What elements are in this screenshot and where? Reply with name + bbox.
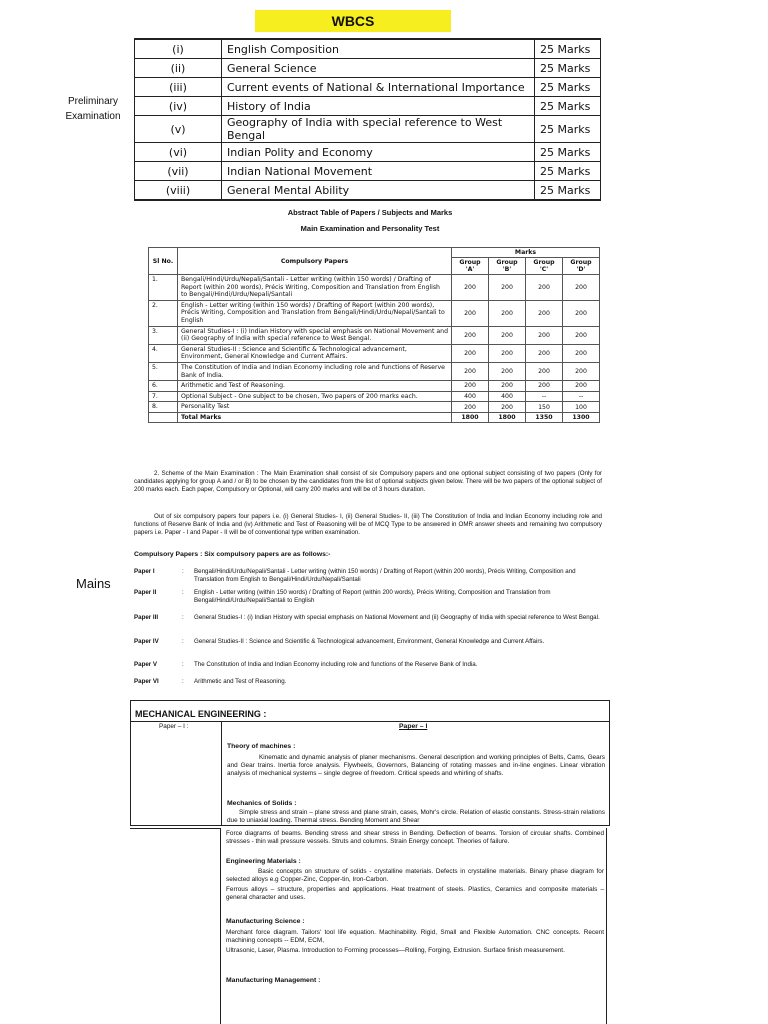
group-a-cell: 200 bbox=[452, 381, 489, 392]
paper-colon: : bbox=[182, 661, 184, 668]
paper-cell: Personality Test bbox=[178, 402, 452, 413]
sl-cell: 8. bbox=[149, 402, 178, 413]
preliminary-marks: 25 Marks bbox=[535, 59, 601, 78]
preliminary-number: (v) bbox=[135, 116, 222, 143]
abstract-row bbox=[149, 275, 600, 301]
sl-cell: 6. bbox=[149, 381, 178, 392]
abstract-row bbox=[149, 362, 600, 380]
group-a-cell: 200 bbox=[452, 344, 489, 362]
group-a-header: Group 'A' bbox=[452, 258, 489, 275]
paper-cell: Arithmetic and Test of Reasoning. bbox=[178, 381, 452, 392]
abstract-total-row bbox=[149, 412, 600, 422]
preliminary-subject: Indian National Movement bbox=[222, 162, 535, 181]
paper-colon: : bbox=[182, 614, 184, 621]
paper-text: Bengali/Hindi/Urdu/Nepali/Santali - Letter writing (within 150 words) / Drafting of Report (within 200 words), Précis Writing, Composition and Translation from English to Bengali/Hindi/Urdu/Nepali/Santali bbox=[194, 568, 576, 584]
paper-cell: General Studies-I : (i) Indian History with special emphasis on National Movement and (ii) Geography of India with special reference to West Bengal. bbox=[178, 326, 452, 344]
sl-cell bbox=[149, 412, 178, 422]
preliminary-marks: 25 Marks bbox=[535, 143, 601, 162]
mains-label: Mains bbox=[76, 576, 111, 591]
mechanical-title: MECHANICAL ENGINEERING : bbox=[135, 709, 267, 719]
mgmt-heading: Manufacturing Management : bbox=[226, 977, 321, 984]
group-d-cell: 100 bbox=[563, 402, 600, 413]
group-b-cell: 200 bbox=[489, 300, 526, 326]
group-b-cell: 200 bbox=[489, 381, 526, 392]
preliminary-row bbox=[135, 143, 601, 162]
sl-cell: 5. bbox=[149, 362, 178, 380]
group-c-header: Group 'C' bbox=[526, 258, 563, 275]
sl-cell: 4. bbox=[149, 344, 178, 362]
group-b-cell: 200 bbox=[489, 275, 526, 301]
total-c: 1350 bbox=[526, 412, 563, 422]
compulsory-paper-row bbox=[134, 678, 604, 686]
mfg-heading: Manufacturing Science : bbox=[226, 918, 305, 925]
solids-text: Simple stress and strain – plane stress and plane strain, cases, Mohr's circle. Relation of elastic constants. Stress-strain relations due to uniaxial loading. Thermal stress. Bending Moment and Shear bbox=[227, 809, 605, 824]
preliminary-label: Preliminary Examination bbox=[65, 96, 121, 122]
theory-text: Kinematic and dynamic analysis of planer mechanisms. General description and working principles of Belts, Cams, Gears and Gear trains. Inertia force analysis. Flywheels, Governors, Balancing of rotating masses and in-line engines. Linear vibration analysis of mechanical systems – single degree of freedom. Critical speeds and whirling of shafts. bbox=[227, 754, 605, 777]
compulsory-paper-row bbox=[134, 638, 604, 646]
abstract-row bbox=[149, 300, 600, 326]
preliminary-number: (vi) bbox=[135, 143, 222, 162]
paper-center-label: Paper – I bbox=[399, 723, 428, 730]
preliminary-marks: 25 Marks bbox=[535, 181, 601, 201]
preliminary-marks: 25 Marks bbox=[535, 39, 601, 59]
sl-cell: 1. bbox=[149, 275, 178, 301]
paper-cell: Bengali/Hindi/Urdu/Nepali/Santali - Letter writing (within 150 words) / Drafting of Report (within 200 words), Précis Writing, Composition and Translation from English to Bengali/Hindi/Urdu/Nepali/Santali bbox=[178, 275, 452, 301]
paper-key: Paper I bbox=[134, 568, 155, 575]
group-c-cell: 200 bbox=[526, 275, 563, 301]
preliminary-row bbox=[135, 97, 601, 116]
mfg-text-2: Ultrasonic, Laser, Plasma. Introduction to Forming processes—Rolling, Forging, Extrusion. Surface finish measurement. bbox=[226, 947, 565, 954]
group-d-cell: 200 bbox=[563, 300, 600, 326]
preliminary-number: (vii) bbox=[135, 162, 222, 181]
paper-cell: General Studies-II : Science and Scientific & Technological advancement, Environment, General Knowledge and Current Affairs. bbox=[178, 344, 452, 362]
preliminary-subject: General Mental Ability bbox=[222, 181, 535, 201]
total-d: 1300 bbox=[563, 412, 600, 422]
preliminary-marks: 25 Marks bbox=[535, 162, 601, 181]
abstract-row bbox=[149, 344, 600, 362]
paper-colon: : bbox=[182, 589, 184, 596]
group-c-cell: -- bbox=[526, 391, 563, 402]
group-b-cell: 200 bbox=[489, 344, 526, 362]
abstract-table bbox=[148, 247, 600, 423]
compulsory-paper-row bbox=[134, 589, 604, 605]
preliminary-number: (i) bbox=[135, 39, 222, 59]
preliminary-row bbox=[135, 162, 601, 181]
paper-left-label: Paper – I : bbox=[159, 723, 189, 730]
abstract-subtitle: Main Examination and Personality Test bbox=[300, 224, 440, 233]
preliminary-marks: 25 Marks bbox=[535, 116, 601, 143]
group-d-cell: 200 bbox=[563, 362, 600, 380]
abstract-title: Abstract Table of Papers / Subjects and Marks bbox=[287, 208, 453, 217]
abstract-row bbox=[149, 402, 600, 413]
papers-header: Compulsory Papers bbox=[178, 248, 452, 275]
wbcs-banner: WBCS bbox=[255, 10, 451, 32]
group-c-cell: 200 bbox=[526, 381, 563, 392]
paper-cell: The Constitution of India and Indian Economy including role and functions of Reserve Bank of India. bbox=[178, 362, 452, 380]
compulsory-paper-row bbox=[134, 661, 604, 669]
preliminary-number: (iv) bbox=[135, 97, 222, 116]
materials-heading: Engineering Materials : bbox=[226, 858, 301, 865]
compulsory-paragraph: Out of six compulsory papers four papers i.e. (i) General Studies- I, (ii) General Studies- II, (iii) The Constitution of India and Indian Economy including role and functions of Reserve Bank of India and (iv) Arithmetic and Test of Reasoning will be of MCQ Type to be answered in OMR answer sheets and remaining two compulsory papers i.e. Paper - I and Paper - II will be of conventional type written examination. bbox=[134, 513, 602, 537]
group-d-cell: 200 bbox=[563, 381, 600, 392]
preliminary-subject: English Composition bbox=[222, 39, 535, 59]
compulsory-paper-row bbox=[134, 568, 604, 584]
group-d-cell: 200 bbox=[563, 275, 600, 301]
paper-colon: : bbox=[182, 638, 184, 645]
group-a-cell: 200 bbox=[452, 275, 489, 301]
preliminary-row bbox=[135, 181, 601, 201]
preliminary-row bbox=[135, 39, 601, 59]
group-c-cell: 200 bbox=[526, 362, 563, 380]
total-a: 1800 bbox=[452, 412, 489, 422]
preliminary-table bbox=[134, 38, 601, 201]
compulsory-heading: Compulsory Papers : Six compulsory papers are as follows:- bbox=[134, 551, 331, 558]
preliminary-subject: Geography of India with special reference to West Bengal bbox=[222, 116, 535, 143]
abstract-row bbox=[149, 391, 600, 402]
mechanical-section-part1 bbox=[130, 700, 610, 826]
compulsory-paper-row bbox=[134, 614, 604, 622]
paper-text: General Studies-I : (i) Indian History with special emphasis on National Movement and (ii) Geography of India with special reference to West Bengal. bbox=[194, 614, 600, 621]
group-d-cell: -- bbox=[563, 391, 600, 402]
preliminary-subject: Indian Polity and Economy bbox=[222, 143, 535, 162]
preliminary-marks: 25 Marks bbox=[535, 78, 601, 97]
preliminary-number: (iii) bbox=[135, 78, 222, 97]
preliminary-row bbox=[135, 59, 601, 78]
paper-text: Arithmetic and Test of Reasoning. bbox=[194, 678, 287, 685]
sl-cell: 3. bbox=[149, 326, 178, 344]
paper-key: Paper IV bbox=[134, 638, 159, 645]
total-label: Total Marks bbox=[178, 412, 452, 422]
preliminary-number: (viii) bbox=[135, 181, 222, 201]
paper-key: Paper III bbox=[134, 614, 159, 621]
group-c-cell: 150 bbox=[526, 402, 563, 413]
group-b-cell: 200 bbox=[489, 362, 526, 380]
mfg-text-1: Merchant force diagram. Tailors' tool life equation. Machinability. Rigid, Small and Flexible Automation. CNC concepts. Recent machining concepts -- EDM, ECM, bbox=[226, 929, 604, 944]
group-b-cell: 200 bbox=[489, 326, 526, 344]
group-a-cell: 400 bbox=[452, 391, 489, 402]
preliminary-number: (ii) bbox=[135, 59, 222, 78]
abstract-row bbox=[149, 381, 600, 392]
sl-header: Sl No. bbox=[149, 248, 178, 275]
paper-cell: English - Letter writing (within 150 words) / Drafting of Report (within 200 words), Précis Writing, Composition and Translation from Bengali/Hindi/Urdu/Nepali/Santali to English bbox=[178, 300, 452, 326]
group-c-cell: 200 bbox=[526, 326, 563, 344]
preliminary-row bbox=[135, 78, 601, 97]
preliminary-subject: Current events of National & International Importance bbox=[222, 78, 535, 97]
preliminary-marks: 25 Marks bbox=[535, 97, 601, 116]
marks-header: Marks bbox=[452, 248, 600, 258]
solids-heading: Mechanics of Solids : bbox=[227, 800, 297, 807]
group-a-cell: 200 bbox=[452, 300, 489, 326]
preliminary-subject: General Science bbox=[222, 59, 535, 78]
mechanical-section-part2 bbox=[130, 828, 608, 1024]
group-d-header: Group 'D' bbox=[563, 258, 600, 275]
paper-text: The Constitution of India and Indian Economy including role and functions of the Reserve Bank of India. bbox=[194, 661, 478, 668]
materials-text-2: Ferrous alloys – structure, properties and applications. Heat treatment of steels. Plastics, Ceramics and composite materials – general character and uses. bbox=[226, 886, 604, 901]
paper-text: General Studies-II : Science and Scientific & Technological advancement, Environment, General Knowledge and Current Affairs. bbox=[194, 638, 545, 645]
group-c-cell: 200 bbox=[526, 300, 563, 326]
paper-colon: : bbox=[182, 568, 184, 575]
group-b-cell: 400 bbox=[489, 391, 526, 402]
group-d-cell: 200 bbox=[563, 326, 600, 344]
sl-cell: 2. bbox=[149, 300, 178, 326]
preliminary-subject: History of India bbox=[222, 97, 535, 116]
group-b-cell: 200 bbox=[489, 402, 526, 413]
scheme-paragraph: 2. Scheme of the Main Examination : The Main Examination shall consist of six Compulsory papers and one optional subject consisting of two papers (Only for candidates applying for group A and / or B) to be chosen by the candidates from the list of optional subjects given below. There will be two papers of the optional subject of 200 marks each. Each paper, Compulsory or Optional, will carry 200 marks and will be of 3 hours duration. bbox=[134, 470, 602, 494]
group-a-cell: 200 bbox=[452, 402, 489, 413]
paper-colon: : bbox=[182, 678, 184, 685]
sl-cell: 7. bbox=[149, 391, 178, 402]
solids-cont-text: Force diagrams of beams. Bending stress and shear stress in Bending. Deflection of beams. Torsion of circular shafts. Combined stresses - thin wall pressure vessels. Struts and columns. Strain Energy concept. Theories of failure. bbox=[226, 830, 604, 845]
group-a-cell: 200 bbox=[452, 362, 489, 380]
materials-text-1: Basic concepts on structure of solids - crystalline materials. Defects in crystalline materials. Binary phase diagram for selected alloys e.g Copper-Zinc, Copper-tin, Iron-Carbon. bbox=[226, 868, 604, 883]
group-c-cell: 200 bbox=[526, 344, 563, 362]
abstract-row bbox=[149, 326, 600, 344]
group-d-cell: 200 bbox=[563, 344, 600, 362]
theory-heading: Theory of machines : bbox=[227, 743, 296, 750]
paper-cell: Optional Subject - One subject to be chosen, Two papers of 200 marks each. bbox=[178, 391, 452, 402]
total-b: 1800 bbox=[489, 412, 526, 422]
paper-key: Paper VI bbox=[134, 678, 159, 685]
paper-text: English - Letter writing (within 150 words) / Drafting of Report (within 200 words), Précis Writing, Composition and Translation from Bengali/Hindi/Urdu/Nepali/Santali to English bbox=[194, 589, 551, 605]
paper-key: Paper V bbox=[134, 661, 158, 668]
group-a-cell: 200 bbox=[452, 326, 489, 344]
preliminary-row bbox=[135, 116, 601, 143]
paper-key: Paper II bbox=[134, 589, 157, 596]
group-b-header: Group 'B' bbox=[489, 258, 526, 275]
